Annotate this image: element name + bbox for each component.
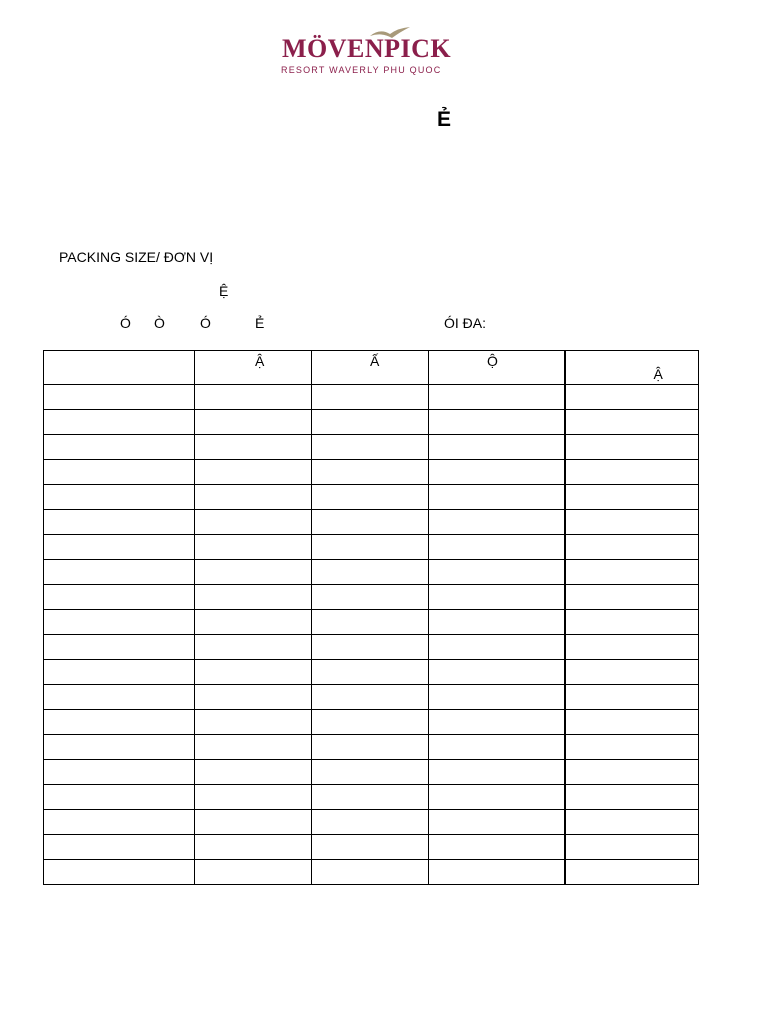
max-label: ÓI ĐA: <box>444 315 487 331</box>
table-cell <box>312 485 429 510</box>
table-cell <box>565 485 699 510</box>
table-cell <box>195 535 312 560</box>
table-cell <box>44 660 195 685</box>
table-cell <box>44 435 195 460</box>
table-cell <box>195 435 312 460</box>
document-heading: Ẻ <box>437 108 452 131</box>
table-row <box>44 735 699 760</box>
table-cell <box>195 710 312 735</box>
table-row <box>44 710 699 735</box>
table-cell <box>44 610 195 635</box>
table-cell <box>429 560 565 585</box>
table-cell <box>429 585 565 610</box>
table-cell <box>312 585 429 610</box>
table-cell <box>44 810 195 835</box>
table-cell <box>565 410 699 435</box>
table-cell <box>312 535 429 560</box>
table-row <box>44 760 699 785</box>
table-cell <box>429 410 565 435</box>
table-cell <box>565 735 699 760</box>
table-cell <box>429 860 565 885</box>
table-row <box>44 785 699 810</box>
table-header-cell: Ậ <box>565 351 699 385</box>
table-cell <box>312 760 429 785</box>
field-label-2: Ệ <box>219 283 229 299</box>
table-cell <box>312 385 429 410</box>
table-row <box>44 535 699 560</box>
table-cell <box>312 860 429 885</box>
table-cell <box>195 810 312 835</box>
table-cell <box>195 635 312 660</box>
table-cell <box>565 660 699 685</box>
table-row <box>44 510 699 535</box>
movenpick-logo <box>270 28 490 78</box>
field-label-3c: Ó <box>200 315 211 331</box>
packing-size-label: PACKING SIZE/ ĐƠN VỊ <box>59 249 214 265</box>
table-cell <box>312 560 429 585</box>
field-label-3a: Ó <box>120 315 131 331</box>
table-cell <box>429 735 565 760</box>
table-cell <box>565 585 699 610</box>
table-row <box>44 610 699 635</box>
table-cell <box>429 710 565 735</box>
logo-brand-text: MÖVENPICK <box>282 34 452 63</box>
table-cell <box>429 760 565 785</box>
table-cell <box>429 610 565 635</box>
table-cell <box>565 685 699 710</box>
table-cell <box>312 635 429 660</box>
table-cell <box>565 560 699 585</box>
table-cell <box>44 460 195 485</box>
table-cell <box>44 860 195 885</box>
table-cell <box>195 460 312 485</box>
table-cell <box>312 685 429 710</box>
table-cell <box>312 785 429 810</box>
table-cell <box>195 585 312 610</box>
table-cell <box>429 535 565 560</box>
table-row <box>44 685 699 710</box>
table-cell <box>44 785 195 810</box>
table-cell <box>195 685 312 710</box>
table-cell <box>195 510 312 535</box>
table-cell <box>312 835 429 860</box>
table-row <box>44 835 699 860</box>
inventory-table <box>43 350 699 885</box>
table-cell <box>429 435 565 460</box>
table-cell <box>565 460 699 485</box>
table-cell <box>429 485 565 510</box>
table-header-cell: Ộ <box>429 351 565 385</box>
table-cell <box>312 435 429 460</box>
table-cell <box>565 635 699 660</box>
table-cell <box>565 610 699 635</box>
table-cell <box>44 560 195 585</box>
table-cell <box>44 710 195 735</box>
table-row <box>44 435 699 460</box>
table-cell <box>44 485 195 510</box>
table-cell <box>44 735 195 760</box>
field-label-3b: Ò <box>154 315 165 331</box>
table-row <box>44 810 699 835</box>
table-cell <box>312 735 429 760</box>
table-cell <box>565 810 699 835</box>
table-cell <box>44 685 195 710</box>
table-header-cell: Ấ <box>312 351 429 385</box>
table-cell <box>195 860 312 885</box>
table-cell <box>195 785 312 810</box>
table-header-row <box>44 351 699 385</box>
table-cell <box>44 835 195 860</box>
table-row <box>44 585 699 610</box>
table-row <box>44 635 699 660</box>
table-cell <box>312 410 429 435</box>
table-cell <box>565 785 699 810</box>
table-cell <box>565 435 699 460</box>
table-cell <box>565 535 699 560</box>
table-cell <box>429 385 565 410</box>
table-cell <box>429 660 565 685</box>
table-cell <box>44 760 195 785</box>
table-header-cell <box>44 351 195 385</box>
table-cell <box>195 410 312 435</box>
table-cell <box>429 835 565 860</box>
table-cell <box>565 760 699 785</box>
table-cell <box>44 510 195 535</box>
table-cell <box>312 710 429 735</box>
table-row <box>44 560 699 585</box>
table-row <box>44 485 699 510</box>
table-row <box>44 460 699 485</box>
table-cell <box>44 410 195 435</box>
table-cell <box>195 660 312 685</box>
table-cell <box>312 460 429 485</box>
field-label-3d: Ẻ <box>255 315 265 331</box>
table-cell <box>312 610 429 635</box>
logo-subtitle: RESORT WAVERLY PHU QUOC <box>281 65 442 75</box>
table-row <box>44 860 699 885</box>
table-cell <box>195 610 312 635</box>
table-cell <box>429 460 565 485</box>
table-cell <box>312 810 429 835</box>
table-cell <box>565 385 699 410</box>
table-cell <box>429 785 565 810</box>
table-cell <box>565 710 699 735</box>
table-cell <box>312 660 429 685</box>
table-cell <box>565 835 699 860</box>
table-cell <box>429 685 565 710</box>
table-cell <box>429 510 565 535</box>
table-cell <box>195 835 312 860</box>
table-header-cell: Ậ <box>195 351 312 385</box>
table-row <box>44 385 699 410</box>
table-row <box>44 410 699 435</box>
table-cell <box>195 485 312 510</box>
table-cell <box>312 510 429 535</box>
table-cell <box>44 385 195 410</box>
table-cell <box>195 385 312 410</box>
table-cell <box>429 810 565 835</box>
table-cell <box>195 560 312 585</box>
table-cell <box>44 635 195 660</box>
table-cell <box>44 585 195 610</box>
table-row <box>44 660 699 685</box>
table-cell <box>195 760 312 785</box>
table-cell <box>565 510 699 535</box>
table-cell <box>195 735 312 760</box>
table-cell <box>429 635 565 660</box>
table-cell <box>44 535 195 560</box>
table-cell <box>565 860 699 885</box>
